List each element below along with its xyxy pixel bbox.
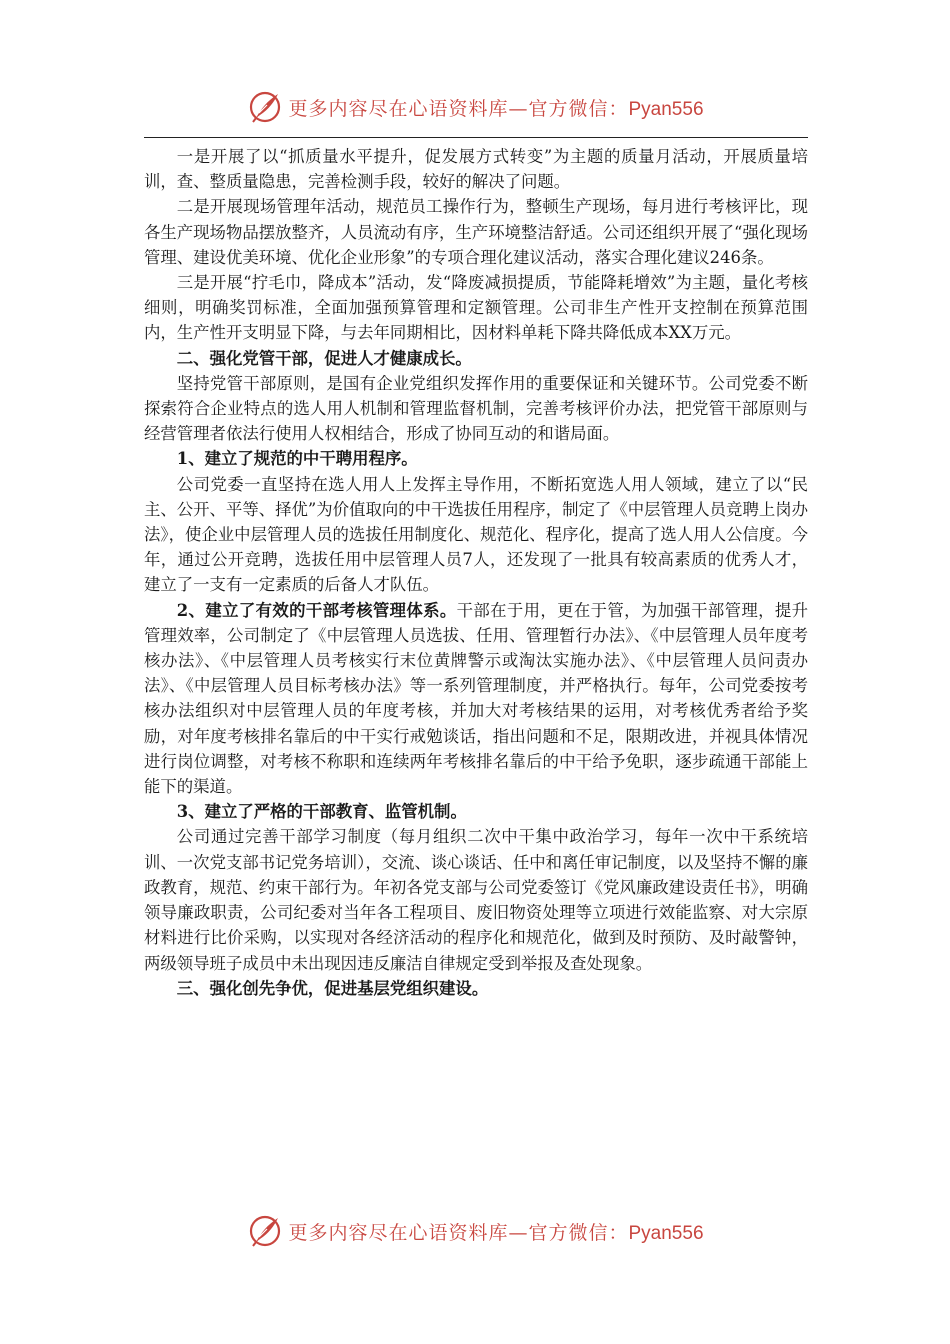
- paragraph-site-management: 二是开展现场管理年活动，规范员工操作行为，整顿生产现场，每月进行考核评比，现各生产现场物品摆放整齐，人员流动有序，生产环境整洁舒适。公司还组织开展了“强化现场管理、建设优美环境、优化企业形象”的专项合理化建议活动，落实合理化建议246条。: [144, 197, 809, 267]
- paragraph-education-supervision: 公司通过完善干部学习制度（每月组织二次中干集中政治学习，每年一次中干系统培训、一次党支部书记党务培训），交流、谈心谈话、任中和离任审记制度，以及坚持不懈的廉政教育，规范、约束干部行为。年初各党支部与公司党委签订《党风廉政建设责任书》，明确领导廉政职责，公司纪委对当年各工程项目、废旧物资处理等立项进行效能监察、对大宗原材料进行比价采购，以实现对各经济活动的程序化和规范化，做到及时预防、及时敲警钟，两级领导班子成员中未出现因违反廉洁自律规定受到举报及查处现象。: [144, 827, 808, 973]
- footer-banner: [0, 1208, 950, 1254]
- section-heading-2: 二、强化党管干部，促进人才健康成长。: [176, 348, 472, 368]
- header-wechat-id: Pyan556: [628, 98, 704, 120]
- footer-wechat-id: Pyan556: [628, 1222, 704, 1244]
- document-body: [144, 144, 808, 1001]
- header-banner: [0, 84, 950, 130]
- paragraph-quality-month: 一是开展了以“抓质量水平提升，促发展方式转变”为主题的质量月活动，开展质量培训，查、整质量隐患，完善检测手段，较好的解决了问题。: [144, 147, 808, 192]
- header-divider: [144, 137, 808, 138]
- header-banner-text: 更多内容尽在心语资料库—官方微信：Pyan556: [288, 97, 704, 120]
- quill-logo-icon: [246, 1212, 284, 1250]
- paragraph-cost-reduction: 三是开展“拧毛巾，降成本”活动，发“降废减损提质，节能降耗增效”为主题，量化考核细则，明确奖罚标准，全面加强预算管理和定额管理。公司非生产性开支控制在预算范围内，生产性开支明显下降，与去年同期相比，因材料单耗下降共降低成本XX万元。: [144, 273, 808, 343]
- section-heading-3: 三、强化创先争优，促进基层党组织建设。: [176, 978, 489, 998]
- subheading-2-2: 2、建立了有效的干部考核管理体系。: [176, 600, 457, 620]
- paragraph-hiring-procedure: 公司党委一直坚持在选人用人上发挥主导作用，不断拓宽选人用人领域，建立了以“民主、公开、平等、择优”为价值取向的中干选拔任用程序，制定了《中层管理人员竞聘上岗办法》，使企业中层管理人员的选拔任用制度化、规范化、程序化，提高了选人用人公信度。今年，通过公开竞聘，选拔任用中层管理人员7人，还发现了一批具有较高素质的优秀人才，建立了一支有一定素质的后备人才队伍。: [144, 474, 809, 595]
- paragraph-assessment-system: 2、建立了有效的干部考核管理体系。干部在于用，更在于管，为加强干部管理，提升管理效率，公司制定了《中层管理人员选拔、任用、管理暂行办法》、《中层管理人员年度考核办法》、《中层管理人员考核实行末位黄牌警示或淘汰实施办法》、《中层管理人员问责办法》、《中层管理人员目标考核办法》等一系列管理制度，并严格执行。每年，公司党委按考核办法组织对中层管理人员的年度考核，并加大对考核结果的运用，对考核优秀者给予奖励，对年度考核排名靠后的中干实行戒勉谈话，指出问题和不足，限期改进，并视具体情况进行岗位调整，对考核不称职和连续两年考核排名靠后的中干给予免职，逐步疏通干部能上能下的渠道。: [144, 600, 809, 797]
- subheading-2-1: 1、建立了规范的中干聘用程序。: [176, 449, 418, 469]
- quill-logo-icon: [246, 88, 284, 126]
- footer-banner-text: 更多内容尽在心语资料库—官方微信：Pyan556: [288, 1221, 704, 1244]
- paragraph-party-cadre: 坚持党管干部原则，是国有企业党组织发挥作用的重要保证和关键环节。公司党委不断探索符合企业特点的选人用人机制和管理监督机制，完善考核评价办法，把党管干部原则与经营管理者依法行使用人权相结合，形成了协同互动的和谐局面。: [144, 373, 808, 444]
- subheading-2-3: 3、建立了严格的干部教育、监管机制。: [176, 802, 467, 822]
